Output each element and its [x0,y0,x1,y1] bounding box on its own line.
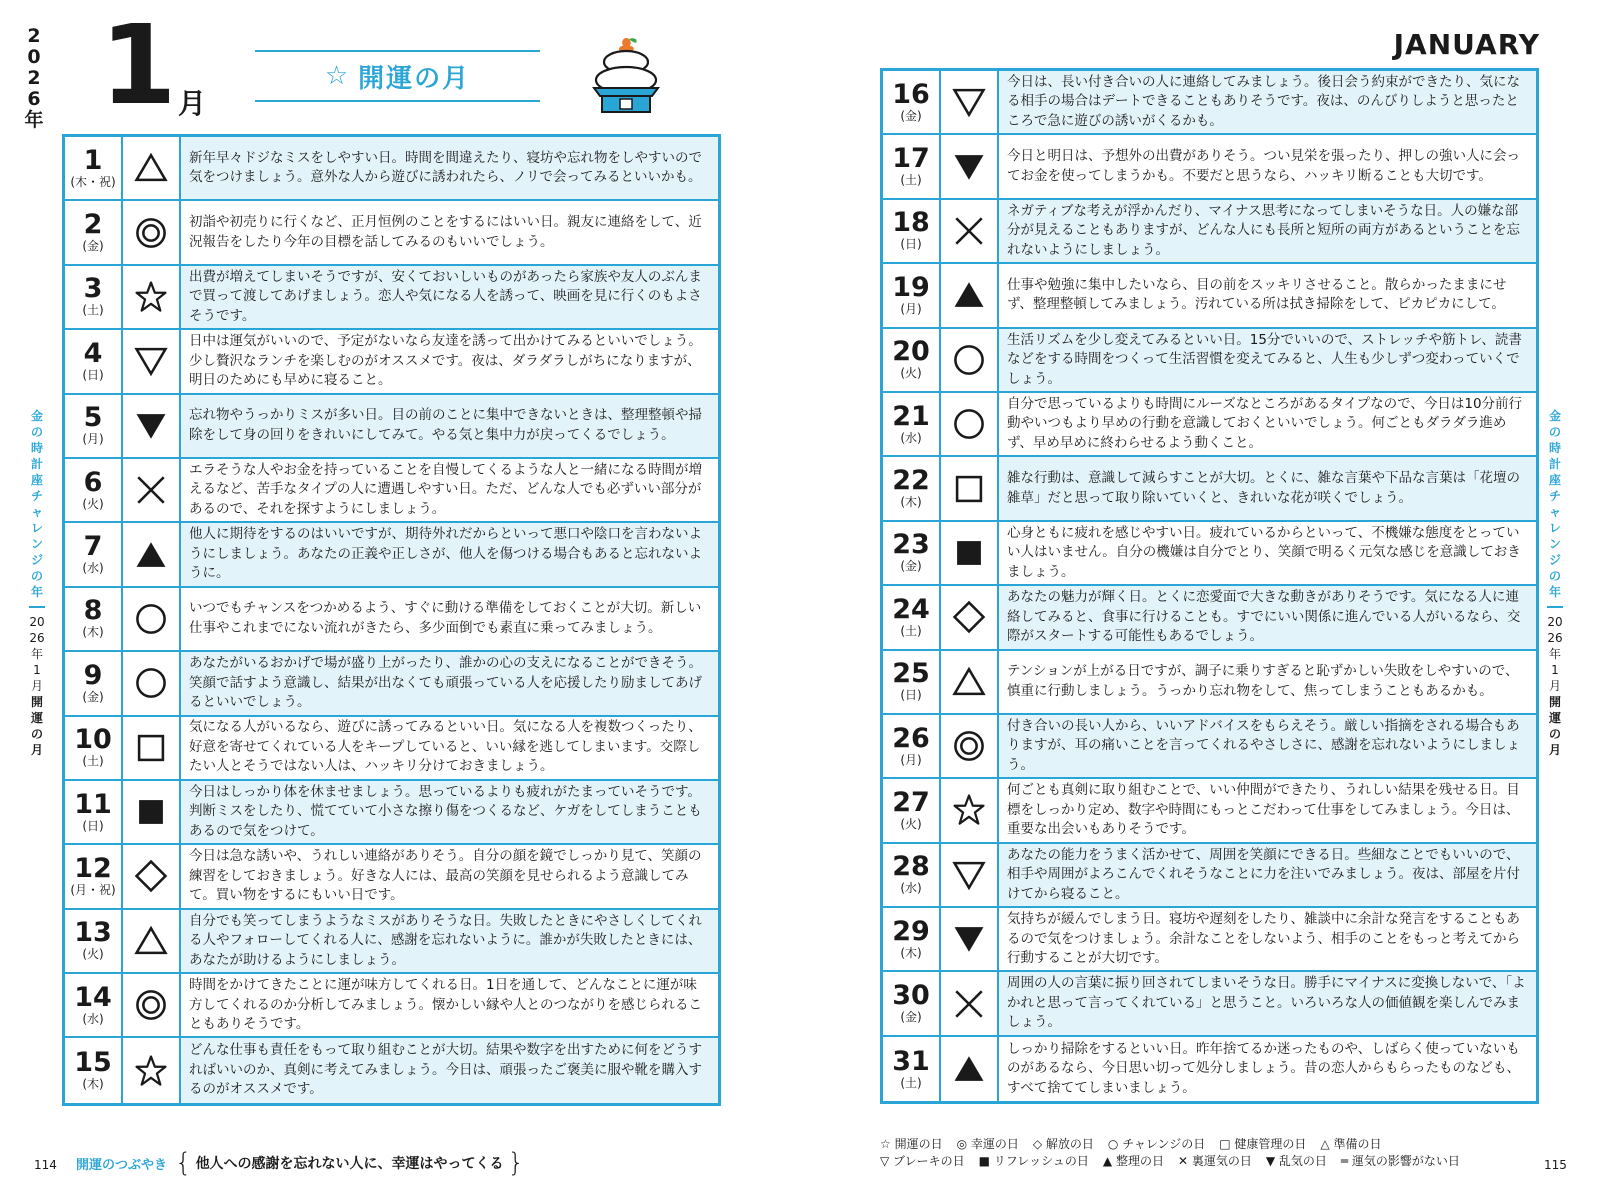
day-weekday: (土) [900,1075,922,1090]
day-weekday: (木) [900,495,922,510]
day-fortune-text: 新年早々ドジなミスをしやすい日。時間を間違えたり、寝坊や忘れ物をしやすいので気をつけましょう。意外な人から遊びに誘われたら、ノリで会ってみるといいかも。 [181,137,718,199]
day-row [883,393,1536,457]
day-row [65,523,718,587]
day-number: 10 [74,724,112,756]
day-date [65,266,123,328]
side-label-right [1546,408,1564,758]
day-row [65,266,718,330]
day-date [65,652,123,714]
day-date [883,522,941,584]
day-weekday: (月) [82,432,104,447]
day-number: 17 [892,143,930,175]
side-label-date: 2026年1月 [1547,615,1563,693]
legend-item: ▽ ブレーキの日 [880,1154,965,1168]
day-row [883,715,1536,779]
month-kanji: 月 [178,87,207,120]
day-weekday: (水) [82,561,104,576]
page-number-right: 115 [1544,1158,1567,1172]
day-number: 13 [74,917,112,949]
day-number: 27 [892,786,930,818]
day-row [65,717,718,781]
day-fortune-text: 今日は、長い付き合いの人に連絡してみましょう。後日会う約束ができたり、気になる相手の場合はデートできることもありそうです。夜は、のんびりしようと思ったところで急に遊びの誘いがくるかも。 [999,71,1536,133]
day-date [65,330,123,392]
day-number: 26 [892,722,930,754]
day-row [65,781,718,845]
day-number: 25 [892,658,930,690]
day-weekday: (月) [900,301,922,316]
legend-item: □ 健康管理の日 [1219,1137,1307,1151]
day-weekday: (木) [900,945,922,960]
calendar-table-left [62,134,721,1106]
legend-item: ☆ 開運の日 [880,1137,943,1151]
day-row [883,1037,1536,1101]
day-row [883,329,1536,393]
down-triangle-outline-icon [123,330,181,392]
day-row [883,135,1536,199]
day-weekday: (月) [900,752,922,767]
day-date [883,135,941,197]
day-weekday: (金) [82,689,104,704]
day-number: 12 [74,852,112,884]
day-fortune-text: 生活リズムを少し変えてみるといい日。15分でいいので、ストレッチや筋トレ、読書などをする時間をつくって生活習慣を変えてみると、人生も少しずつ変わっていくでしょう。 [999,329,1536,391]
day-row [883,779,1536,843]
diamond-icon [941,586,999,648]
day-weekday: (水) [900,430,922,445]
year-vertical-label: 2026年 [24,25,44,131]
day-fortune-text: 出費が増えてしまいそうですが、安くておいしいものがあったら家族や友人のぶんまで買って渡してあげましょう。恋人や気になる人を誘って、映画を見に行くのもよさそうです。 [181,266,718,328]
day-weekday: (土) [900,173,922,188]
day-weekday: (水) [900,881,922,896]
day-number: 20 [892,336,930,368]
day-date [883,972,941,1034]
day-weekday: (木・祝) [70,174,116,189]
day-row [883,972,1536,1036]
side-label-sign: 金の時計座 [1548,409,1561,487]
day-date [65,395,123,457]
luck-tweet-label: 開運のつぶやき [76,1157,168,1173]
triangle-outline-icon [941,651,999,713]
day-fortune-text: あなたの魅力が輝く日。とくに恋愛面で大きな動きがありそうです。気になる人に連絡してみると、食事に行けることも。すでにいい関係に進んでいる人がいるなら、交際がスタートする可能性もあるでしょう。 [999,586,1536,648]
day-weekday: (土) [82,754,104,769]
day-row [65,395,718,459]
day-number: 21 [892,400,930,432]
day-date [65,201,123,263]
day-row [65,201,718,265]
day-weekday: (日) [82,818,104,833]
day-date [65,845,123,907]
day-date [883,586,941,648]
side-label-sign: 金の時計座 [30,409,43,487]
month-theme-box [255,50,540,102]
day-row [65,974,718,1038]
day-fortune-text: 雑な行動は、意識して減らすことが大切。とくに、雑な言葉や下品な言葉は「花壇の雑草」だと思って取り除いていくと、きれいな花が咲くでしょう。 [999,457,1536,519]
triangle-outline-icon [123,137,181,199]
month-number: 1 [100,1,173,129]
legend-item: △ 準備の日 [1320,1137,1382,1151]
day-row [65,137,718,201]
double-circle-icon [123,974,181,1036]
day-date [65,588,123,650]
day-row [65,1038,718,1102]
legend-item: ○ チャレンジの日 [1107,1137,1206,1151]
day-weekday: (金) [900,108,922,123]
day-weekday: (日) [900,237,922,252]
day-weekday: (日) [900,688,922,703]
day-weekday: (火) [82,947,104,962]
day-weekday: (火) [82,496,104,511]
day-date [883,908,941,970]
day-date [65,137,123,199]
cross-icon [941,200,999,262]
day-row [883,200,1536,264]
day-number: 8 [83,595,103,627]
day-fortune-text: 心身ともに疲れを感じやすい日。疲れているからといって、不機嫌な態度をとっていい人はいません。自分の機嫌は自分でとり、笑顔で明るく元気な感じを意識しておきましょう。 [999,522,1536,584]
day-weekday: (水) [82,1011,104,1026]
day-fortune-text: 自分でも笑ってしまうようなミスがありそうな日。失敗したときにやさしくしてくれる人やフォローしてくれる人に、感謝を忘れないように。誰かが失敗したときには、あなたが助けるようにしましょう。 [181,910,718,972]
circle-icon [123,652,181,714]
day-number: 16 [892,78,930,110]
english-month-title: JANUARY [1393,28,1540,61]
legend-item: ▲ 整理の日 [1102,1154,1164,1168]
day-fortune-text: あなたの能力をうまく活かせて、周囲を笑顔にできる日。些細なことでもいいので、相手や周囲がよろこんでくれそうなことに力を注いでみましょう。夜は、部屋を片付けてから寝ること。 [999,844,1536,906]
day-number: 24 [892,593,930,625]
square-filled-icon [123,781,181,843]
down-triangle-filled-icon [941,135,999,197]
day-weekday: (金) [900,1010,922,1025]
day-number: 11 [74,788,112,820]
day-row [883,908,1536,972]
brace-close-icon: } [507,1148,525,1178]
day-fortune-text: 付き合いの長い人から、いいアドバイスをもらえそう。厳しい指摘をされる場合もありますが、耳の痛いことを言ってくれるやさしさに、感謝を忘れないようにしましょう。 [999,715,1536,777]
day-weekday: (金) [82,239,104,254]
day-row [883,522,1536,586]
triangle-outline-icon [123,910,181,972]
star-icon [123,1038,181,1102]
square-filled-icon [941,522,999,584]
day-fortune-text: どんな仕事も責任をもって取り組むことが大切。結果や数字を出すために何をどうすればいいのか、真剣に考えてみましょう。今日は、頑張ったご褒美に服や靴を購入するのがオススメです。 [181,1038,718,1102]
day-date [883,844,941,906]
down-triangle-outline-icon [941,844,999,906]
day-number: 23 [892,529,930,561]
day-weekday: (金) [900,559,922,574]
day-number: 29 [892,915,930,947]
legend-item: ═ 運気の影響がない日 [1340,1154,1460,1168]
double-circle-icon [941,715,999,777]
day-number: 2 [83,209,103,241]
day-number: 9 [83,659,103,691]
side-label-year-theme: チャレンジの年 [1548,489,1561,599]
day-fortune-text: あなたがいるおかげで場が盛り上がったり、誰かの心の支えになることができそう。笑顔で話すよう意識し、結果が出なくても頑張っている人を応援したり励ましてあげるといいでしょう。 [181,652,718,714]
day-weekday: (土) [900,623,922,638]
day-weekday: (木) [82,625,104,640]
side-label-left [28,408,46,758]
square-outline-icon [941,457,999,519]
day-row [65,459,718,523]
day-fortune-text: 何ごとも真剣に取り組むことで、いい仲間ができたり、うれしい結果を残せる日。目標をしっかり定め、数字や時間にもっとこだわって仕事をしてみましょう。今日は、重要な出会いもありそうです。 [999,779,1536,841]
day-date [65,1038,123,1102]
day-date [883,457,941,519]
day-date [883,264,941,326]
day-date [883,71,941,133]
day-number: 30 [892,980,930,1012]
day-row [65,652,718,716]
day-fortune-text: エラそうな人やお金を持っていることを自慢してくるような人と一緒になる時間が増えるなど、苦手なタイプの人に遭遇しやすい日。ただ、どんな人でも必ずいい部分があるので、それを探すようにしましょう。 [181,459,718,521]
circle-icon [123,588,181,650]
day-number: 6 [83,466,103,498]
day-number: 1 [83,144,103,176]
day-fortune-text: ネガティブな考えが浮かんだり、マイナス思考になってしまいそうな日。人の嫌な部分が見えることもありますが、どんな人にも長所と短所の両方があるということを忘れないようにしましょう。 [999,200,1536,262]
day-fortune-text: 気持ちが緩んでしまう日。寝坊や遅刻をしたり、雑談中に余計な発言をすることもあるので気をつけましょう。余計なことをしないよう、相手のことをもっと考えてから行動することが大切です。 [999,908,1536,970]
day-row [883,586,1536,650]
side-label-date: 2026年1月 [29,615,45,693]
day-date [65,459,123,521]
double-circle-icon [123,201,181,263]
day-fortune-text: 仕事や勉強に集中したいなら、目の前をスッキリさせること。散らかったままにせず、整理整頓してみましょう。汚れている所は拭き掃除をして、ピカピカにして。 [999,264,1536,326]
day-row [883,457,1536,521]
day-number: 4 [83,337,103,369]
day-fortune-text: 今日と明日は、予想外の出費がありそう。つい見栄を張ったり、押しの強い人に会ってお金を使ってしまうかも。不要だと思うなら、ハッキリ断ることも大切です。 [999,135,1536,197]
cross-icon [941,972,999,1034]
day-row [883,651,1536,715]
day-row [65,910,718,974]
day-fortune-text: いつでもチャンスをつかめるよう、すぐに動ける準備をしておくことが大切。新しい仕事やこれまでにない流れがきたら、多少面倒でも素直に乗ってみましょう。 [181,588,718,650]
day-date [883,329,941,391]
down-triangle-outline-icon [941,71,999,133]
star-icon: ☆ [324,61,351,91]
day-row [883,264,1536,328]
triangle-filled-icon [941,264,999,326]
day-fortune-text: 今日はしっかり体を休ませましょう。思っているよりも疲れがたまっていそうです。判断ミスをしたり、慌てていて小さな擦り傷をつくるなど、ケガをしてしまうこともあるので気をつけて。 [181,781,718,843]
month-theme-text: 開運の月 [358,63,471,94]
side-label-month-theme: 開運の月 [30,695,43,757]
day-date [65,717,123,779]
page-number-left: 114 [34,1158,57,1172]
day-number: 22 [892,465,930,497]
triangle-filled-icon [123,523,181,585]
legend-item: ▼ 乱気の日 [1265,1154,1327,1168]
day-number: 3 [83,273,103,305]
day-fortune-text: 今日は急な誘いや、うれしい連絡がありそう。自分の顔を鏡でしっかり見て、笑顔の練習をしておきましょう。好きな人には、最高の笑顔を見せられるよう意識してみて。買い物をするにもいい日です。 [181,845,718,907]
day-date [883,779,941,841]
day-date [65,523,123,585]
day-date [883,715,941,777]
day-fortune-text: 周囲の人の言葉に振り回されてしまいそうな日。勝手にマイナスに変換しないで、「よかれと思って言ってくれている」と思うこと。いろいろな人の価値観を楽しんでみましょう。 [999,972,1536,1034]
day-number: 14 [74,981,112,1013]
circle-icon [941,329,999,391]
day-number: 5 [83,402,103,434]
triangle-filled-icon [941,1037,999,1101]
day-weekday: (火) [900,366,922,381]
legend-item: ✕ 裏運気の日 [1177,1154,1252,1168]
day-weekday: (火) [900,816,922,831]
side-label-year-theme: チャレンジの年 [30,489,43,599]
day-date [883,1037,941,1101]
day-weekday: (木) [82,1077,104,1092]
calendar-table-right [880,68,1539,1104]
legend-item: ◇ 解放の日 [1032,1137,1094,1151]
day-weekday: (日) [82,367,104,382]
day-fortune-text: テンションが上がる日ですが、調子に乗りすぎると恥ずかしい失敗をしやすいので、慎重に行動しましょう。うっかり忘れ物をして、焦ってしまうこともあるかも。 [999,651,1536,713]
luck-tweet [76,1150,524,1176]
side-label-month-theme: 開運の月 [1548,695,1561,757]
day-number: 15 [74,1047,112,1079]
day-fortune-text: 忘れ物やうっかりミスが多い日。目の前のことに集中できないときは、整理整頓や掃除をして身の回りをきれいにしてみて。やる気と集中力が戻ってくるでしょう。 [181,395,718,457]
day-fortune-text: 気になる人がいるなら、遊びに誘ってみるといい日。気になる人を複数つくったり、好意を寄せてくれている人をキープしていると、いい縁を逃してしまいます。交際したい人とそうではない人は、ハッキリ分けておきましょう。 [181,717,718,779]
luck-tweet-text: 他人への感謝を忘れない人に、幸運はやってくる [195,1156,504,1172]
square-outline-icon [123,717,181,779]
day-date [883,651,941,713]
legend-row [880,1153,1520,1170]
day-fortune-text: 日中は運気がいいので、予定がないなら友達を誘って出かけてみるといいでしょう。少し贅沢なランチを楽しむのがオススメです。夜は、ダラダラしがちになりますが、明日のためにも早めに寝ること。 [181,330,718,392]
star-icon [941,779,999,841]
day-date [65,910,123,972]
day-number: 18 [892,207,930,239]
mark-legend [880,1136,1520,1170]
day-row [65,845,718,909]
legend-row [880,1136,1520,1153]
day-weekday: (土) [82,303,104,318]
day-date [883,393,941,455]
day-number: 28 [892,851,930,883]
day-fortune-text: しっかり掃除をするといい日。昨年捨てるか迷ったものや、しばらく使っていないものがあるなら、今日思い切って処分しましょう。昔の恋人からもらったものなども、すべて捨ててしまいましょう。 [999,1037,1536,1101]
day-row [65,330,718,394]
down-triangle-filled-icon [941,908,999,970]
day-fortune-text: 時間をかけてきたことに運が味方してくれる日。1日を通して、どんなことに運が味方してくれるのか分析してみましょう。懐かしい縁や人とのつながりを感じられることもありそうです。 [181,974,718,1036]
diamond-icon [123,845,181,907]
day-number: 7 [83,531,103,563]
day-date [65,974,123,1036]
day-row [883,844,1536,908]
day-fortune-text: 初詣や初売りに行くなど、正月恒例のことをするにはいい日。親友に連絡をして、近況報告をしたり今年の目標を話してみるのもいいでしょう。 [181,201,718,263]
star-icon [123,266,181,328]
day-row [883,71,1536,135]
legend-item: ■ リフレッシュの日 [978,1154,1089,1168]
day-weekday: (月・祝) [70,882,116,897]
day-number: 31 [892,1045,930,1077]
day-fortune-text: 自分で思っているよりも時間にルーズなところがあるタイプなので、今日は10分前行動やいつもより早めの行動を意識しておくといいでしょう。何ごともダラダラ進めず、早め早めに終わらせるよう動くこと。 [999,393,1536,455]
day-fortune-text: 他人に期待をするのはいいですが、期待外れだからといって悪口や陰口を言わないようにしましょう。あなたの正義や正しさが、他人を傷つける場合もあると忘れないように。 [181,523,718,585]
down-triangle-filled-icon [123,395,181,457]
brace-open-icon: { [175,1148,192,1178]
kagami-mochi-icon [590,36,662,118]
day-date [883,200,941,262]
legend-item: ◎ 幸運の日 [956,1137,1019,1151]
day-row [65,588,718,652]
day-date [65,781,123,843]
day-number: 19 [892,271,930,303]
circle-icon [941,393,999,455]
cross-icon [123,459,181,521]
